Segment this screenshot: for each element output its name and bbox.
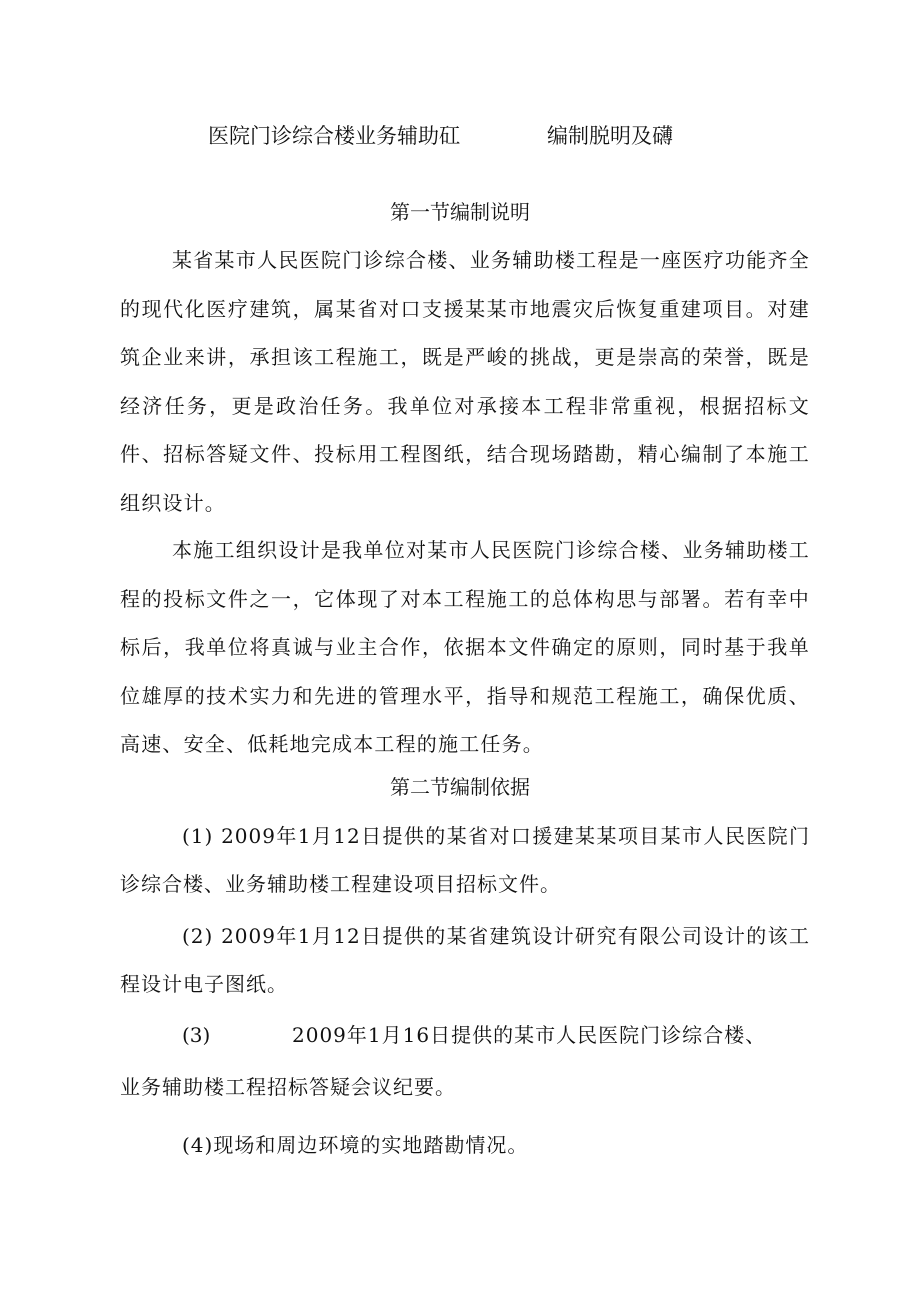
section1-paragraph-2: 本施工组织设计是我单位对某市人民医院门诊综合楼、业务辅助楼工程的投标文件之一，它体现了对本工程施工的总体构思与部署。若有幸中标后，我单位将真诚与业主合作，依据本文件确定的原则，同时基于我单位雄厚的技术实力和先进的管理水平，指导和规范工程施工，确保优质、高速、安全、低耗地完成本工程的施工任务。 <box>120 538 810 757</box>
section1-paragraph-1: 某省某市人民医院门诊综合楼、业务辅助楼工程是一座医疗功能齐全的现代化医疗建筑，属某省对口支援某某市地震灾后恢复重建项目。对建筑企业来讲，承担该工程施工，既是严峻的挑战，更是崇高的荣誉，既是经济任务，更是政治任务。我单位对承接本工程非常重视，根据招标文件、招标答疑文件、投标用工程图纸，结合现场踏勘，精心编制了本施工组织设计。 <box>120 248 810 515</box>
document-title-part2: 编制脱明及礴 <box>547 124 673 148</box>
basis-item-4: (4)现场和周边环境的实地踏勘情况。 <box>182 1133 529 1157</box>
basis-item-3-line1: 2009年1月16日提供的某市人民医院门诊综合楼、 <box>292 1023 767 1047</box>
basis-item-3-line2: 业务辅助楼工程招标答疑会议纪要。 <box>120 1075 456 1099</box>
basis-item-1: (1) 2009年1月12日提供的某省对口援建某某项目某市人民医院门诊综合楼、业务辅助楼工程建设项目招标文件。 <box>120 824 810 896</box>
document-title-part1: 医院门诊综合楼业务辅助矼 <box>208 124 460 148</box>
basis-item-2: (2) 2009年1月12日提供的某省建筑设计研究有限公司设计的该工程设计电子图纸。 <box>120 924 810 996</box>
basis-item-3-number: (3) <box>182 1023 211 1047</box>
section1-heading: 第一节编制说明 <box>390 200 530 224</box>
section2-heading: 第二节编制依据 <box>390 775 530 799</box>
